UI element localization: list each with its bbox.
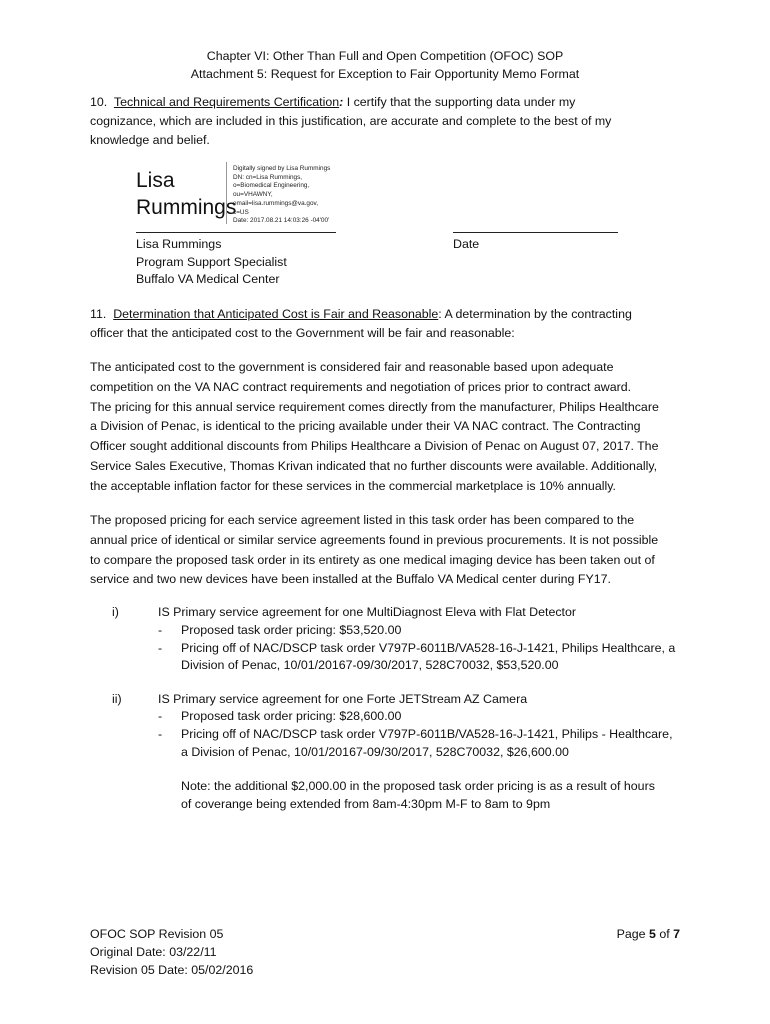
item-number: i) <box>112 605 119 619</box>
digital-signature <box>136 167 236 221</box>
item-number: ii) <box>112 692 122 706</box>
signature-detail-line: Date: 2017.08.21 14:03:26 -04'00' <box>233 217 330 225</box>
paragraph-line: Officer sought additional discounts from Philips Healthcare a Division of Penac on August 07, 2017. The <box>90 439 659 454</box>
item-title: IS Primary service agreement for one Forte JETStream AZ Camera <box>158 692 528 706</box>
signature-details <box>233 165 330 226</box>
bullet-dash: - <box>158 623 163 637</box>
bullet-text: Proposed task order pricing: $53,520.00 <box>181 623 402 637</box>
bullet-text: Pricing off of NAC/DSCP task order V797P-6011B/VA528-16-J-1421, Philips - Healthcare, <box>181 727 673 741</box>
paragraph-line: service and two new devices have been installed at the Buffalo VA Medical center during FY17. <box>90 572 611 587</box>
signature-detail-line: o=Biomedical Engineering, <box>233 182 310 190</box>
page-number <box>560 925 680 943</box>
signature-detail-line: c=US <box>233 208 249 216</box>
signer-organization: Buffalo VA Medical Center <box>136 272 280 286</box>
signer-title: Program Support Specialist <box>136 254 287 269</box>
paragraph-fair-reasonable <box>90 358 690 497</box>
section-10-number: 10. <box>90 95 108 109</box>
page-of: of <box>655 927 674 941</box>
bullet-text: Division of Penac, 10/01/20167-09/30/2017, 528C70032, $53,520.00 <box>181 658 559 672</box>
signature-detail-line: DN: cn=Lisa Rummings, <box>233 173 303 181</box>
paragraph-pricing-comparison <box>90 511 690 590</box>
signature-detail-line: Digitally signed by Lisa Rummings <box>233 165 331 172</box>
section-11-number: 11. <box>90 307 107 321</box>
paragraph-line: annual price of identical or similar service agreements found in previous procurements. It is not possible <box>90 532 659 547</box>
section-11 <box>90 305 690 343</box>
note-text: Note: the additional $2,000.00 in the proposed task order pricing is as a result of hours <box>181 779 655 793</box>
bullet-dash: - <box>158 641 163 655</box>
document-header-title: Chapter VI: Other Than Full and Open Competition (OFOC) SOP <box>206 49 564 63</box>
paragraph-line: The proposed pricing for each service agreement listed in this task order has been compared to the <box>90 513 635 527</box>
signature-detail-line: ou=VHAWNY, <box>233 191 273 199</box>
paragraph-line: the acceptable inflation factor for these services in the commercial marketplace is 10% annually. <box>90 478 616 493</box>
section-10 <box>90 93 690 150</box>
section-10-text-1: I certify that the supporting data under my <box>343 95 576 109</box>
note-text: of coverange being extended from 8am-4:30pm M-F to 8am to 9pm <box>181 797 551 811</box>
section-10-text-3: knowledge and belief. <box>90 133 210 147</box>
footer-revision-date: Revision 05 Date: 05/02/2016 <box>90 963 254 977</box>
document-header-subtitle: Attachment 5: Request for Exception to Fair Opportunity Memo Format <box>190 67 580 81</box>
signature-line <box>136 232 336 233</box>
date-line <box>453 232 618 233</box>
section-10-line1 <box>90 93 690 112</box>
section-11-line1 <box>90 305 690 324</box>
paragraph-line: to compare the proposed task order in its entirety as one medical imaging device has been taken out of <box>90 552 655 567</box>
section-10-colon: : <box>339 95 344 109</box>
bullet-text: a Division of Penac, 10/01/20167-09/30/2017, 528C70032, $26,600.00 <box>181 745 569 759</box>
paragraph-line: Service Sales Executive, Thomas Krivan indicated that no further discounts were available. Additionally, <box>90 458 658 473</box>
signer-info <box>136 236 287 289</box>
bullet-text: Pricing off of NAC/DSCP task order V797P-6011B/VA528-16-J-1421, Philips Healthcare, a <box>181 641 676 655</box>
section-11-heading: Determination that Anticipated Cost is Fair and Reasonable <box>113 307 439 321</box>
paragraph-line: competition on the VA NAC contract requirements and negotiation of prices prior to contract award. <box>90 379 632 394</box>
date-label: Date <box>453 237 480 251</box>
page-word: Page <box>616 927 649 941</box>
section-10-text-2: cognizance, which are included in this justification, are accurate and complete to the best of my <box>90 114 612 128</box>
bullet-dash: - <box>158 727 163 741</box>
signer-name: Lisa Rummings <box>136 237 222 251</box>
section-11-text-2: officer that the anticipated cost to the Government will be fair and reasonable: <box>90 326 515 340</box>
bullet-dash: - <box>158 709 163 723</box>
section-10-heading: Technical and Requirements Certification <box>113 95 340 109</box>
signature-name-first: Lisa <box>136 169 175 192</box>
footer-revision-info <box>90 925 253 979</box>
paragraph-line: a Division of Penac, is identical to the pricing available under their VA NAC contract. The Contracting <box>90 419 641 434</box>
page-total: 7 <box>673 927 680 941</box>
section-11-text-1: : A determination by the contracting <box>438 307 632 321</box>
signature-detail-line: email=lisa.rummings@va.gov, <box>233 199 319 207</box>
item-title: IS Primary service agreement for one MultiDiagnost Eleva with Flat Detector <box>158 605 577 619</box>
paragraph-line: The pricing for this annual service requirement comes directly from the manufacturer, Philips Healthcare <box>90 399 659 414</box>
bullet-text: Proposed task order pricing: $28,600.00 <box>181 709 402 723</box>
footer-revision: OFOC SOP Revision 05 <box>90 927 224 941</box>
page-current: 5 <box>648 927 656 941</box>
paragraph-line: The anticipated cost to the government is considered fair and reasonable based upon adequate <box>90 360 614 374</box>
footer-original-date: Original Date: 03/22/11 <box>90 945 217 959</box>
signature-divider <box>226 162 227 224</box>
signature-name-last: Rummings <box>136 196 237 219</box>
